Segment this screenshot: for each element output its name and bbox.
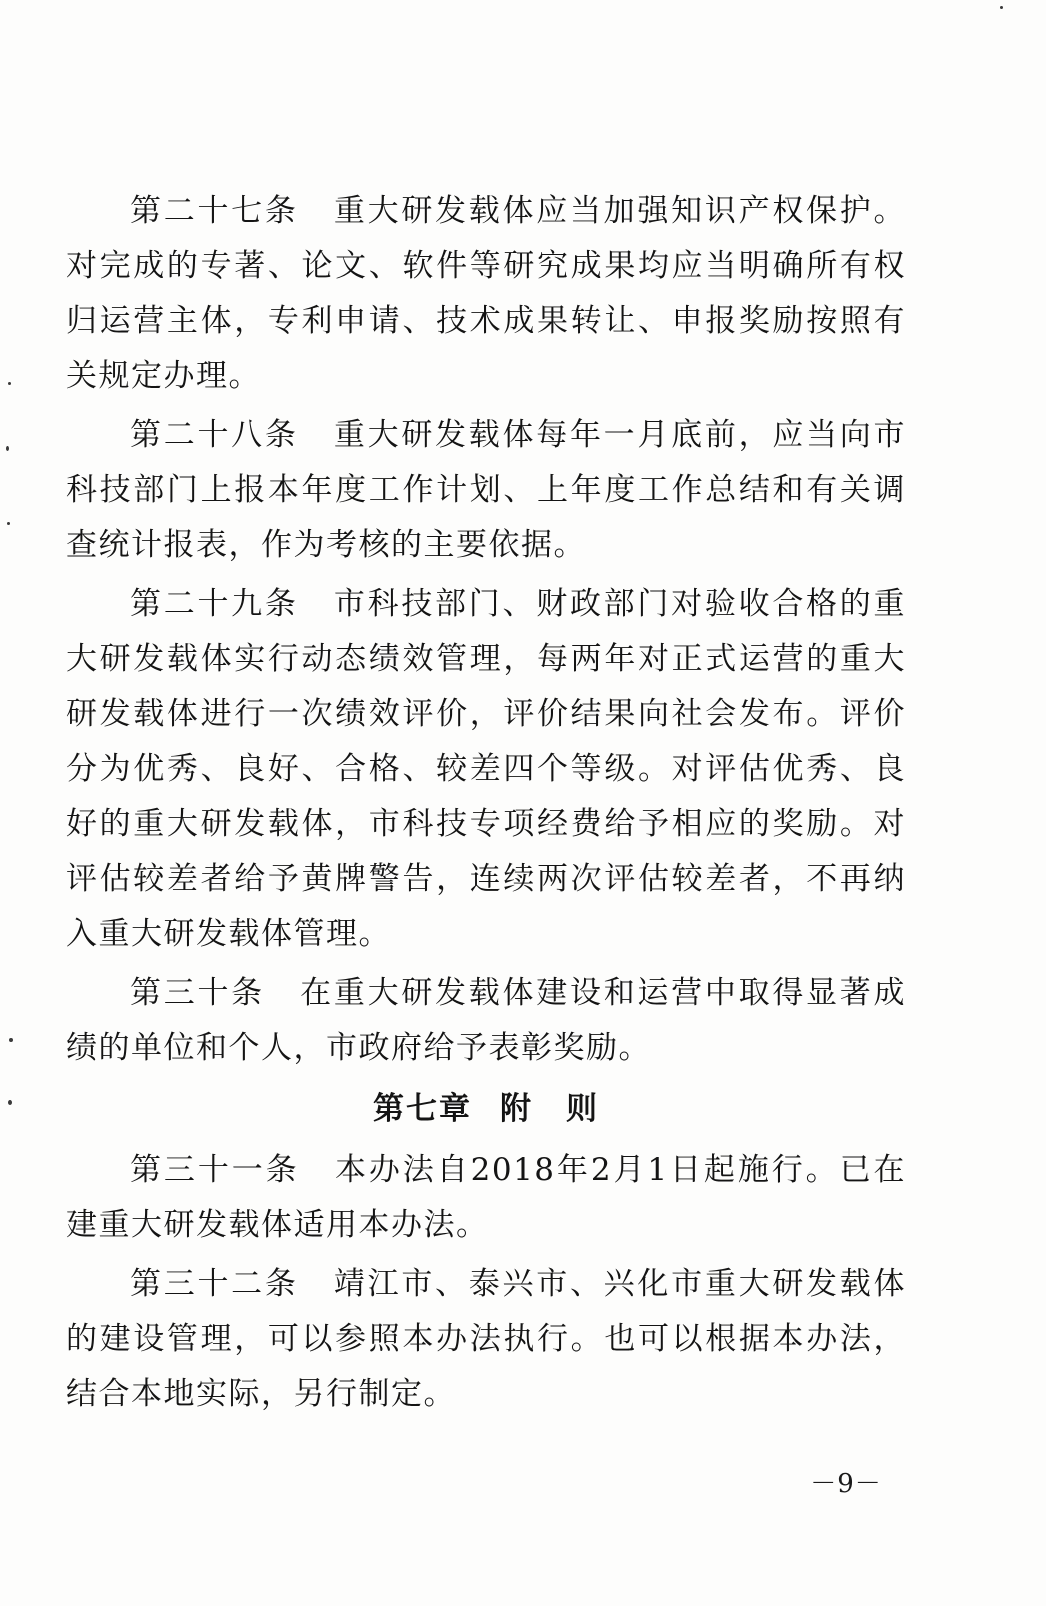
page-number: －9－	[810, 1469, 882, 1499]
article-number: 第二十九条	[130, 586, 299, 622]
document-body	[66, 184, 906, 1426]
article-text: 靖江市、泰兴市、兴化市重大研发载体的建设管理，可以参照本办法执行。也可以根据本办法，结合本地实际，另行制定。	[66, 1266, 907, 1412]
scan-speck	[8, 382, 11, 385]
article-30	[66, 966, 906, 1076]
scan-speck	[6, 446, 9, 451]
chapter-title: 附 则	[500, 1091, 599, 1127]
scan-speck	[9, 1038, 13, 1042]
article-text: 市科技部门、财政部门对验收合格的重大研发载体实行动态绩效管理，每两年对正式运营的重大研发载体进行一次绩效评价，评价结果向社会发布。评价分为优秀、良好、合格、较差四个等级。对评估优秀、良好的重大研发载体，市科技专项经费给予相应的奖励。对评估较差者给予黄牌警告，连续两次评估较差者，不再纳入重大研发载体管理。	[66, 586, 907, 952]
article-number: 第二十八条	[130, 417, 299, 453]
article-28	[66, 408, 906, 573]
scan-speck	[7, 522, 10, 525]
article-text: 重大研发载体应当加强知识产权保护。对完成的专著、论文、软件等研究成果均应当明确所有权归运营主体，专利申请、技术成果转让、申报奖励按照有关规定办理。	[66, 193, 907, 394]
article-32	[66, 1257, 906, 1422]
article-text: 在重大研发载体建设和运营中取得显著成绩的单位和个人，市政府给予表彰奖励。	[66, 975, 907, 1066]
article-31	[66, 1143, 906, 1253]
article-number: 第三十二条	[130, 1266, 299, 1302]
article-text: 重大研发载体每年一月底前，应当向市科技部门上报本年度工作计划、上年度工作总结和有关调查统计报表，作为考核的主要依据。	[66, 417, 907, 563]
chapter-heading	[66, 1082, 906, 1137]
article-number: 第二十七条	[130, 193, 299, 229]
article-number: 第三十条	[130, 975, 265, 1011]
scan-speck	[1000, 6, 1003, 9]
chapter-number: 第七章	[373, 1091, 472, 1127]
article-text: 本办法自2018年2月1日起施行。已在建重大研发载体适用本办法。	[66, 1152, 906, 1243]
scan-speck	[8, 1100, 12, 1105]
article-number: 第三十一条	[130, 1152, 300, 1188]
article-27	[66, 184, 906, 404]
article-29	[66, 577, 906, 962]
